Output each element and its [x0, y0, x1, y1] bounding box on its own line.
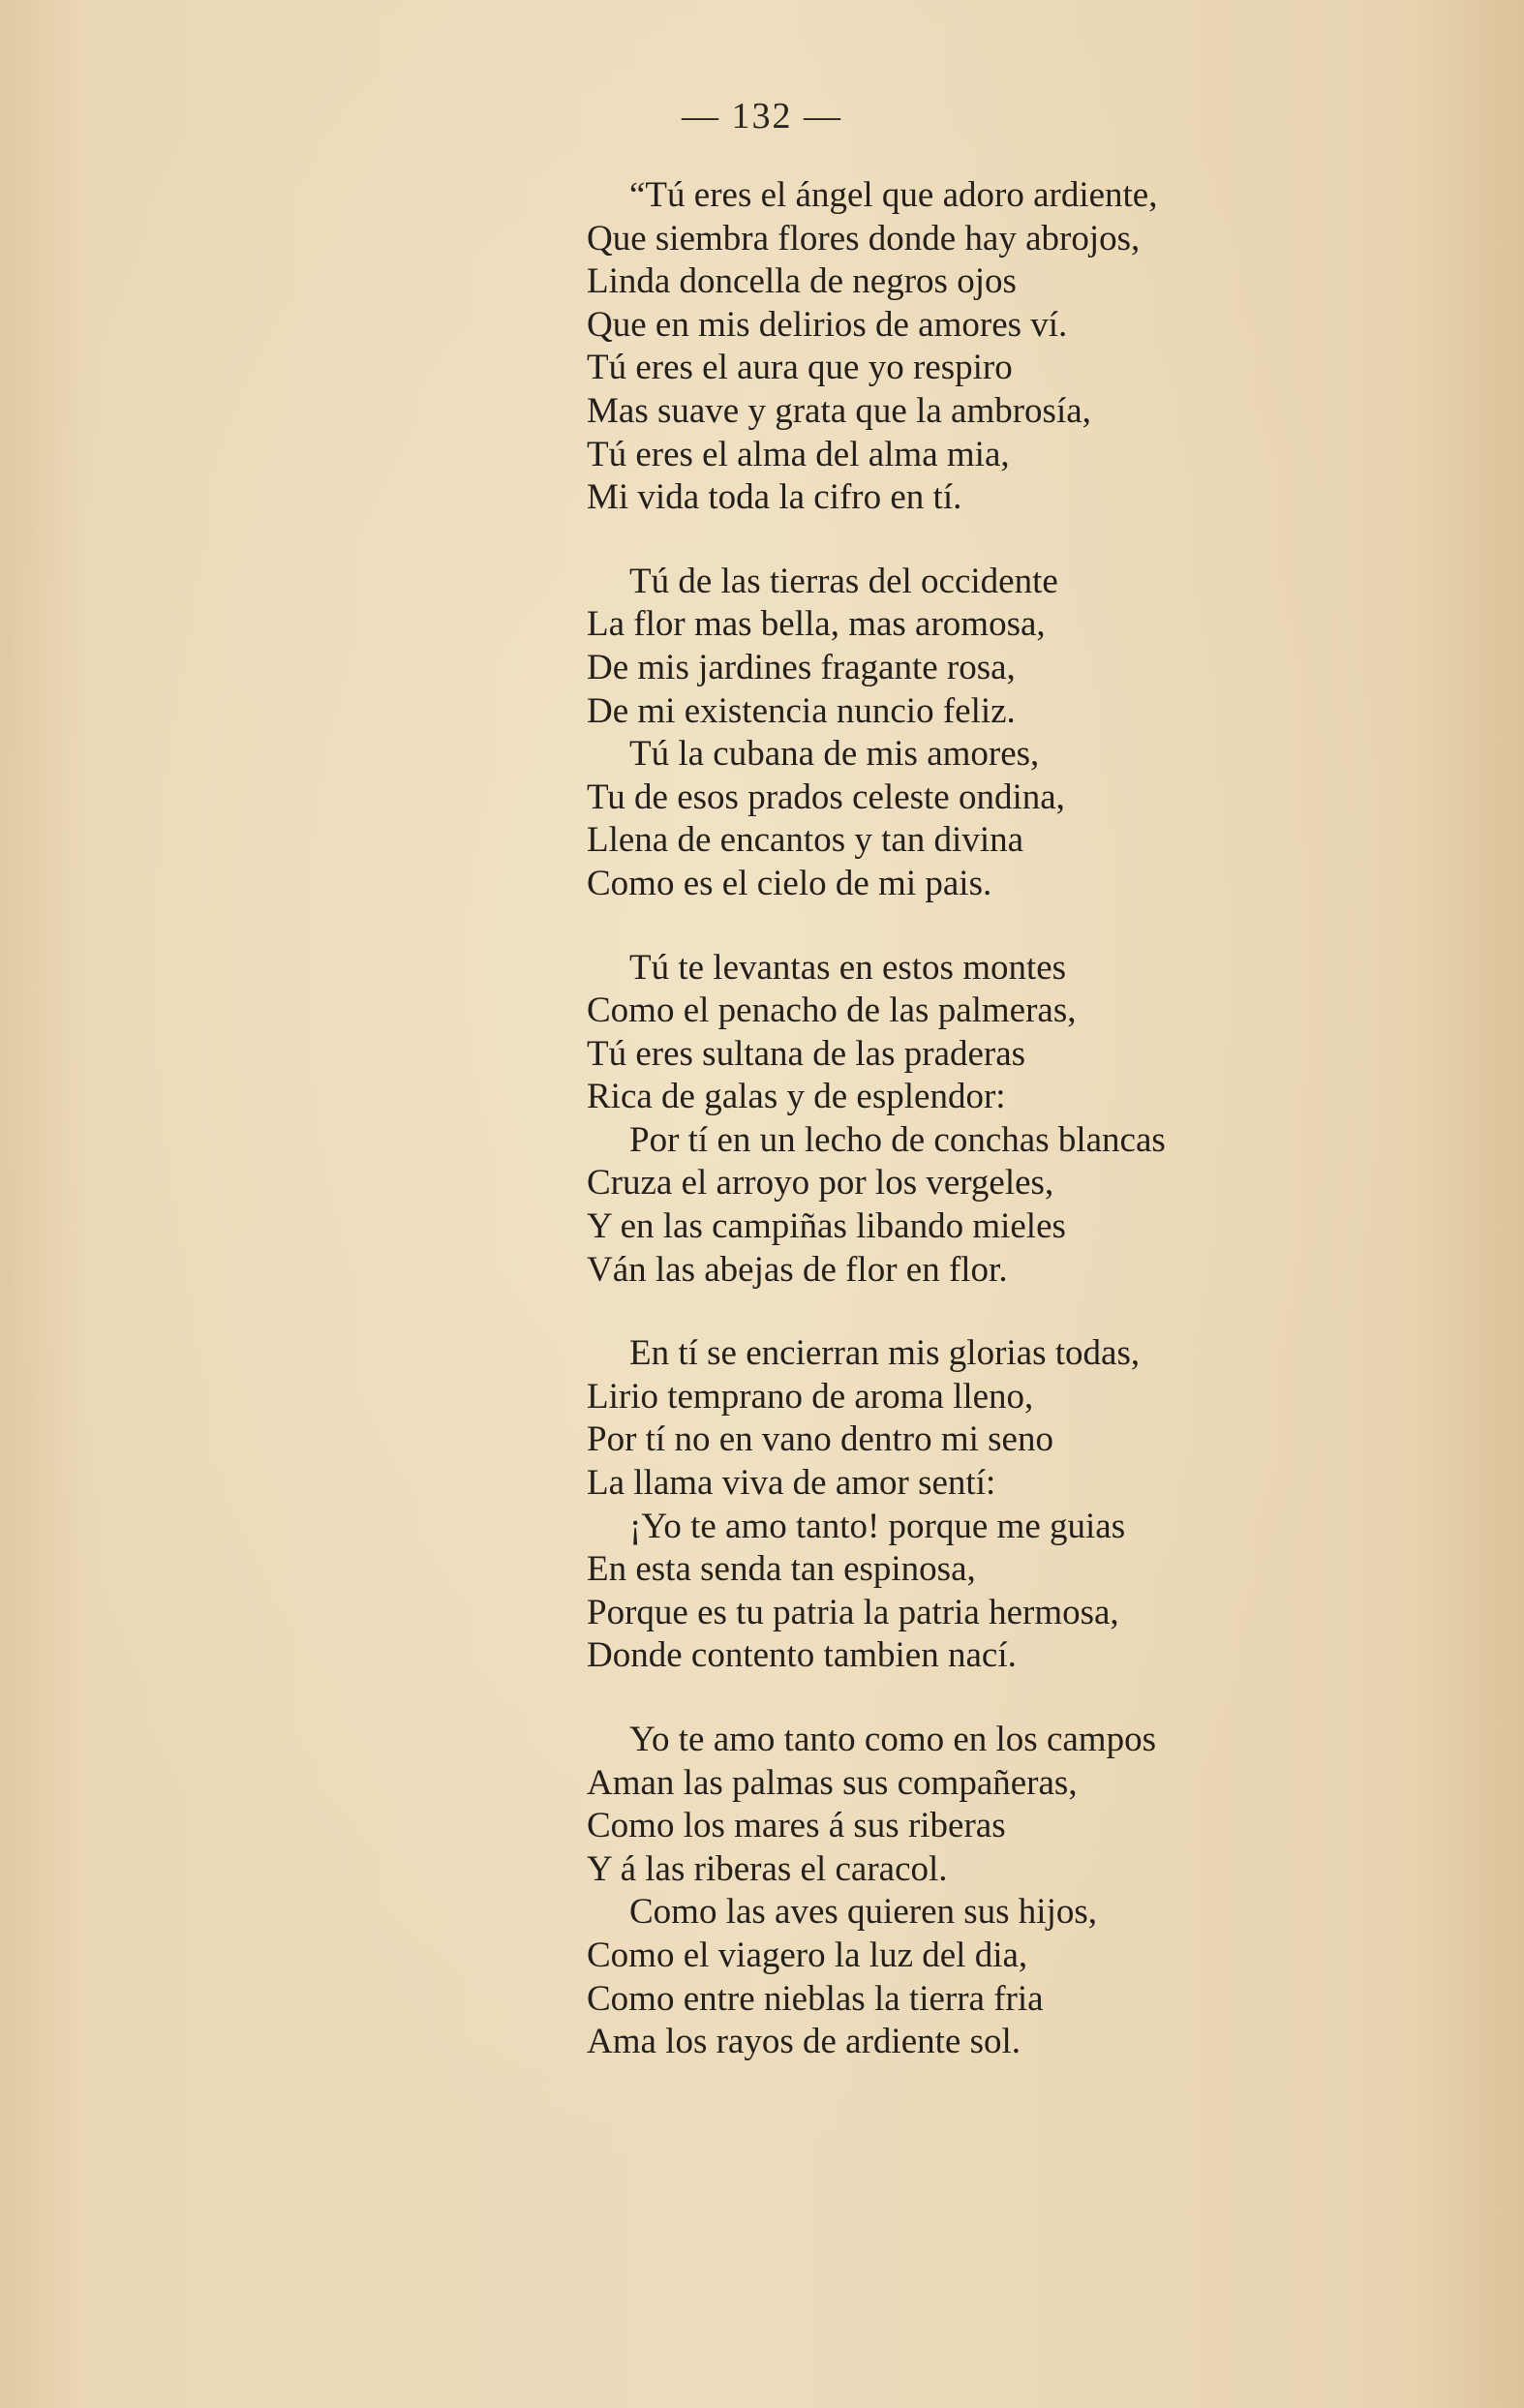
poem-line: En tí se encierran mis glorias todas, — [629, 1333, 1141, 1374]
stanza — [587, 947, 1323, 1293]
poem-line: Que siembra flores donde hay abrojos, — [587, 218, 1141, 259]
poem-line: Tú eres el alma del alma mia, — [587, 434, 1010, 474]
poem-line: “Tú eres el ángel que adoro ardiente, — [629, 175, 1158, 215]
poem-line: De mi existencia nuncio feliz. — [587, 690, 1016, 731]
poem-line: Aman las palmas sus compañeras, — [587, 1762, 1078, 1803]
stanza — [587, 1332, 1323, 1678]
poem-line: Tú la cubana de mis amores, — [629, 734, 1040, 775]
stanza — [587, 1719, 1323, 2064]
poem-line: Lirio temprano de aroma lleno, — [587, 1376, 1034, 1417]
poem-line: Llena de encantos y tan divina — [587, 820, 1024, 861]
poem-line: Donde contento tambien nací. — [587, 1635, 1017, 1676]
poem-line: Como el viagero la luz del dia, — [587, 1935, 1028, 1975]
poem-line: Que en mis delirios de amores ví. — [587, 304, 1068, 345]
poem-line: Como el penacho de las palmeras, — [587, 991, 1077, 1031]
poem-line: Y á las riberas el caracol. — [587, 1848, 948, 1889]
poem-line: Tú eres sultana de las praderas — [587, 1033, 1026, 1074]
poem-line: Como los mares á sus riberas — [587, 1806, 1006, 1846]
poem-line: Tú de las tierras del occidente — [629, 561, 1058, 601]
poem-line: Cruza el arroyo por los vergeles, — [587, 1163, 1054, 1204]
poem-line: Ván las abejas de flor en flor. — [587, 1249, 1008, 1290]
poem-line: Porque es tu patria la patria hermosa, — [587, 1592, 1119, 1632]
poem-line: Por tí en un lecho de conchas blancas — [629, 1119, 1166, 1160]
poem-line: Tu de esos prados celeste ondina, — [587, 777, 1065, 817]
poem-line: Como es el cielo de mi pais. — [587, 863, 992, 903]
poem-line: La llama viva de amor sentí: — [587, 1463, 996, 1504]
poem-line: Tú te levantas en estos montes — [629, 947, 1067, 988]
stanza — [587, 561, 1323, 906]
poem-line: Por tí no en vano dentro mi seno — [587, 1419, 1053, 1460]
poem-line: Mas suave y grata que la ambrosía, — [587, 390, 1091, 431]
poem-line: Rica de galas y de esplendor: — [587, 1077, 1006, 1117]
poem-line: Y en las campiñas libando mieles — [587, 1206, 1066, 1247]
poem-line: Como entre nieblas la tierra fria — [587, 1978, 1044, 2019]
poem-line: Yo te amo tanto como en los campos — [629, 1720, 1156, 1759]
poem-line: En esta senda tan espinosa, — [587, 1549, 976, 1590]
poem — [587, 174, 1323, 2105]
poem-line: Como las aves quieren sus hijos, — [629, 1892, 1098, 1933]
stanza — [587, 174, 1323, 520]
poem-line: Tú eres el aura que yo respiro — [587, 348, 1013, 388]
poem-line: De mis jardines fragante rosa, — [587, 647, 1016, 687]
poem-line: Linda doncella de negros ojos — [587, 261, 1017, 302]
poem-line: Mi vida toda la cifro en tí. — [587, 477, 962, 518]
poem-line: Ama los rayos de ardiente sol. — [587, 2022, 1021, 2062]
poem-line: ¡Yo te amo tanto! porque me guias — [629, 1506, 1126, 1546]
poem-line: La flor mas bella, mas aromosa, — [587, 604, 1046, 645]
page-number: — 132 — — [682, 96, 842, 137]
